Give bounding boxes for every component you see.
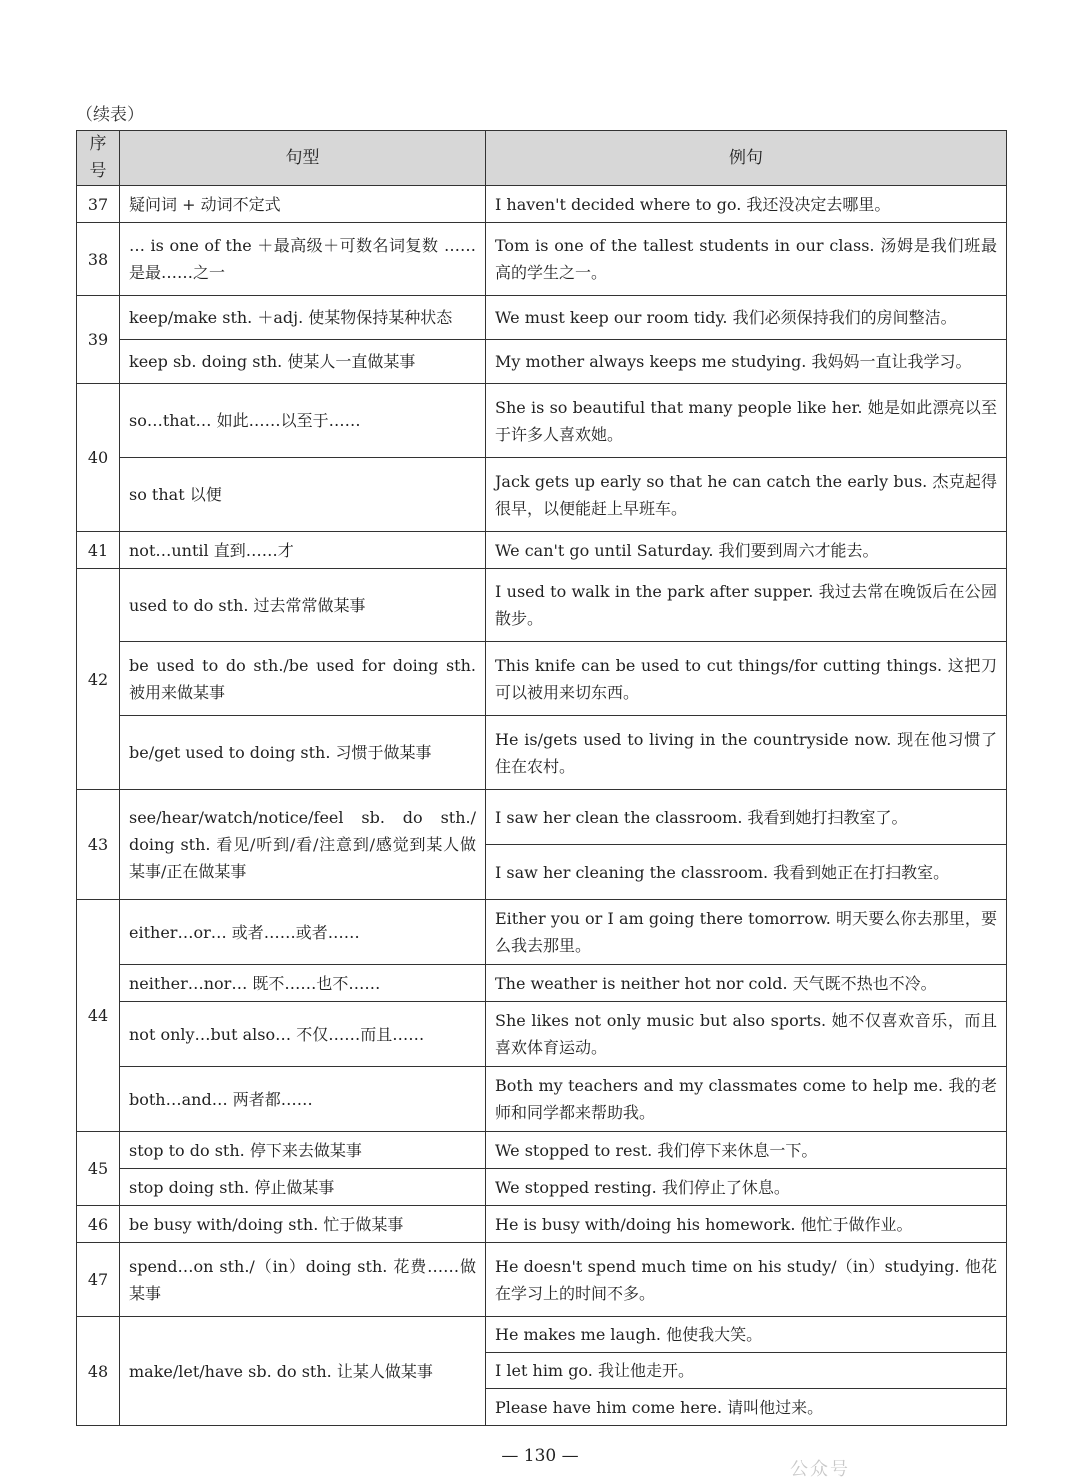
table-row: [77, 1243, 1007, 1317]
row-number: 45: [77, 1132, 120, 1206]
table-row: [77, 716, 1007, 790]
continued-label: （续表）: [76, 105, 144, 125]
row-number: 43: [77, 790, 120, 900]
example-cell: Jack gets up early so that he can catch the early bus. 杰克起得很早，以便能赶上早班车。: [486, 458, 1007, 532]
example-cell: This knife can be used to cut things/for cutting things. 这把刀可以被用来切东西。: [486, 642, 1007, 716]
pattern-cell: not only…but also… 不仅……而且……: [120, 1002, 486, 1067]
pattern-cell: both…and… 两者都……: [120, 1067, 486, 1132]
pattern-cell: make/let/have sb. do sth. 让某人做某事: [120, 1317, 486, 1426]
column-header-number: 序号: [77, 131, 120, 186]
watermark: 公众号: [790, 1459, 850, 1480]
table-header-row: [77, 131, 1007, 186]
row-number: 38: [77, 223, 120, 296]
column-header-example: 例句: [486, 131, 1007, 186]
example-cell: Either you or I am going there tomorrow. 明天要么你去那里，要么我去那里。: [486, 900, 1007, 965]
column-header-pattern: 句型: [120, 131, 486, 186]
pattern-cell: keep/make sth. ＋adj. 使某物保持某种状态: [120, 296, 486, 340]
pattern-cell: used to do sth. 过去常常做某事: [120, 569, 486, 642]
example-cell: The weather is neither hot nor cold. 天气既不热也不冷。: [486, 965, 1007, 1002]
pattern-cell: stop doing sth. 停止做某事: [120, 1169, 486, 1206]
example-cell: He makes me laugh. 他使我大笑。: [486, 1317, 1007, 1353]
example-cell: Tom is one of the tallest students in our class. 汤姆是我们班最高的学生之一。: [486, 223, 1007, 296]
example-cell: Both my teachers and my classmates come to help me. 我的老师和同学都来帮助我。: [486, 1067, 1007, 1132]
example-cell: We can't go until Saturday. 我们要到周六才能去。: [486, 532, 1007, 569]
pattern-cell: neither…nor… 既不……也不……: [120, 965, 486, 1002]
example-cell: He is/gets used to living in the countryside now. 现在他习惯了住在农村。: [486, 716, 1007, 790]
table-row: [77, 1206, 1007, 1243]
example-cell: I saw her cleaning the classroom. 我看到她正在打扫教室。: [486, 845, 1007, 900]
table-row: [77, 569, 1007, 642]
row-number: 46: [77, 1206, 120, 1243]
table-row: [77, 532, 1007, 569]
table-row: [77, 790, 1007, 845]
example-cell: I used to walk in the park after supper. 我过去常在晚饭后在公园散步。: [486, 569, 1007, 642]
row-number: 42: [77, 569, 120, 790]
table-row: [77, 458, 1007, 532]
table-row: [77, 384, 1007, 458]
pattern-cell: be busy with/doing sth. 忙于做某事: [120, 1206, 486, 1243]
pattern-cell: keep sb. doing sth. 使某人一直做某事: [120, 340, 486, 384]
row-number: 41: [77, 532, 120, 569]
pattern-cell: be used to do sth./be used for doing sth. 被用来做某事: [120, 642, 486, 716]
table-row: [77, 1169, 1007, 1206]
table-row: [77, 1317, 1007, 1353]
pattern-cell: so that 以便: [120, 458, 486, 532]
pattern-cell: spend…on sth./（in）doing sth. 花费……做某事: [120, 1243, 486, 1317]
example-cell: Please have him come here. 请叫他过来。: [486, 1389, 1007, 1426]
pattern-cell: see/hear/watch/notice/feel sb. do sth./ doing sth. 看见/听到/看/注意到/感觉到某人做某事/正在做某事: [120, 790, 486, 900]
example-cell: I haven't decided where to go. 我还没决定去哪里。: [486, 186, 1007, 223]
pattern-cell: be/get used to doing sth. 习惯于做某事: [120, 716, 486, 790]
pattern-cell: so…that… 如此……以至于……: [120, 384, 486, 458]
row-number: 39: [77, 296, 120, 384]
table-row: [77, 223, 1007, 296]
example-cell: We stopped to rest. 我们停下来休息一下。: [486, 1132, 1007, 1169]
sentence-pattern-table: [76, 130, 1007, 1426]
table-row: [77, 642, 1007, 716]
example-cell: He is busy with/doing his homework. 他忙于做作业。: [486, 1206, 1007, 1243]
example-cell: I saw her clean the classroom. 我看到她打扫教室了。: [486, 790, 1007, 845]
table-row: [77, 186, 1007, 223]
page-number: — 130 —: [501, 1446, 579, 1466]
pattern-cell: 疑问词 + 动词不定式: [120, 186, 486, 223]
row-number: 47: [77, 1243, 120, 1317]
pattern-cell: either…or… 或者……或者……: [120, 900, 486, 965]
table-row: [77, 1002, 1007, 1067]
table-row: [77, 965, 1007, 1002]
row-number: 48: [77, 1317, 120, 1426]
pattern-cell: not…until 直到……才: [120, 532, 486, 569]
pattern-cell: stop to do sth. 停下来去做某事: [120, 1132, 486, 1169]
table-row: [77, 296, 1007, 340]
table-row: [77, 900, 1007, 965]
example-cell: My mother always keeps me studying. 我妈妈一直让我学习。: [486, 340, 1007, 384]
row-number: 44: [77, 900, 120, 1132]
pattern-cell: … is one of the ＋最高级＋可数名词复数 ……是最……之一: [120, 223, 486, 296]
example-cell: We must keep our room tidy. 我们必须保持我们的房间整洁。: [486, 296, 1007, 340]
example-cell: He doesn't spend much time on his study/（in）studying. 他花在学习上的时间不多。: [486, 1243, 1007, 1317]
example-cell: I let him go. 我让他走开。: [486, 1353, 1007, 1389]
row-number: 37: [77, 186, 120, 223]
table-row: [77, 1067, 1007, 1132]
example-cell: We stopped resting. 我们停止了休息。: [486, 1169, 1007, 1206]
table-row: [77, 340, 1007, 384]
example-cell: She likes not only music but also sports. 她不仅喜欢音乐，而且喜欢体育运动。: [486, 1002, 1007, 1067]
example-cell: She is so beautiful that many people like her. 她是如此漂亮以至于许多人喜欢她。: [486, 384, 1007, 458]
table-row: [77, 1132, 1007, 1169]
row-number: 40: [77, 384, 120, 532]
